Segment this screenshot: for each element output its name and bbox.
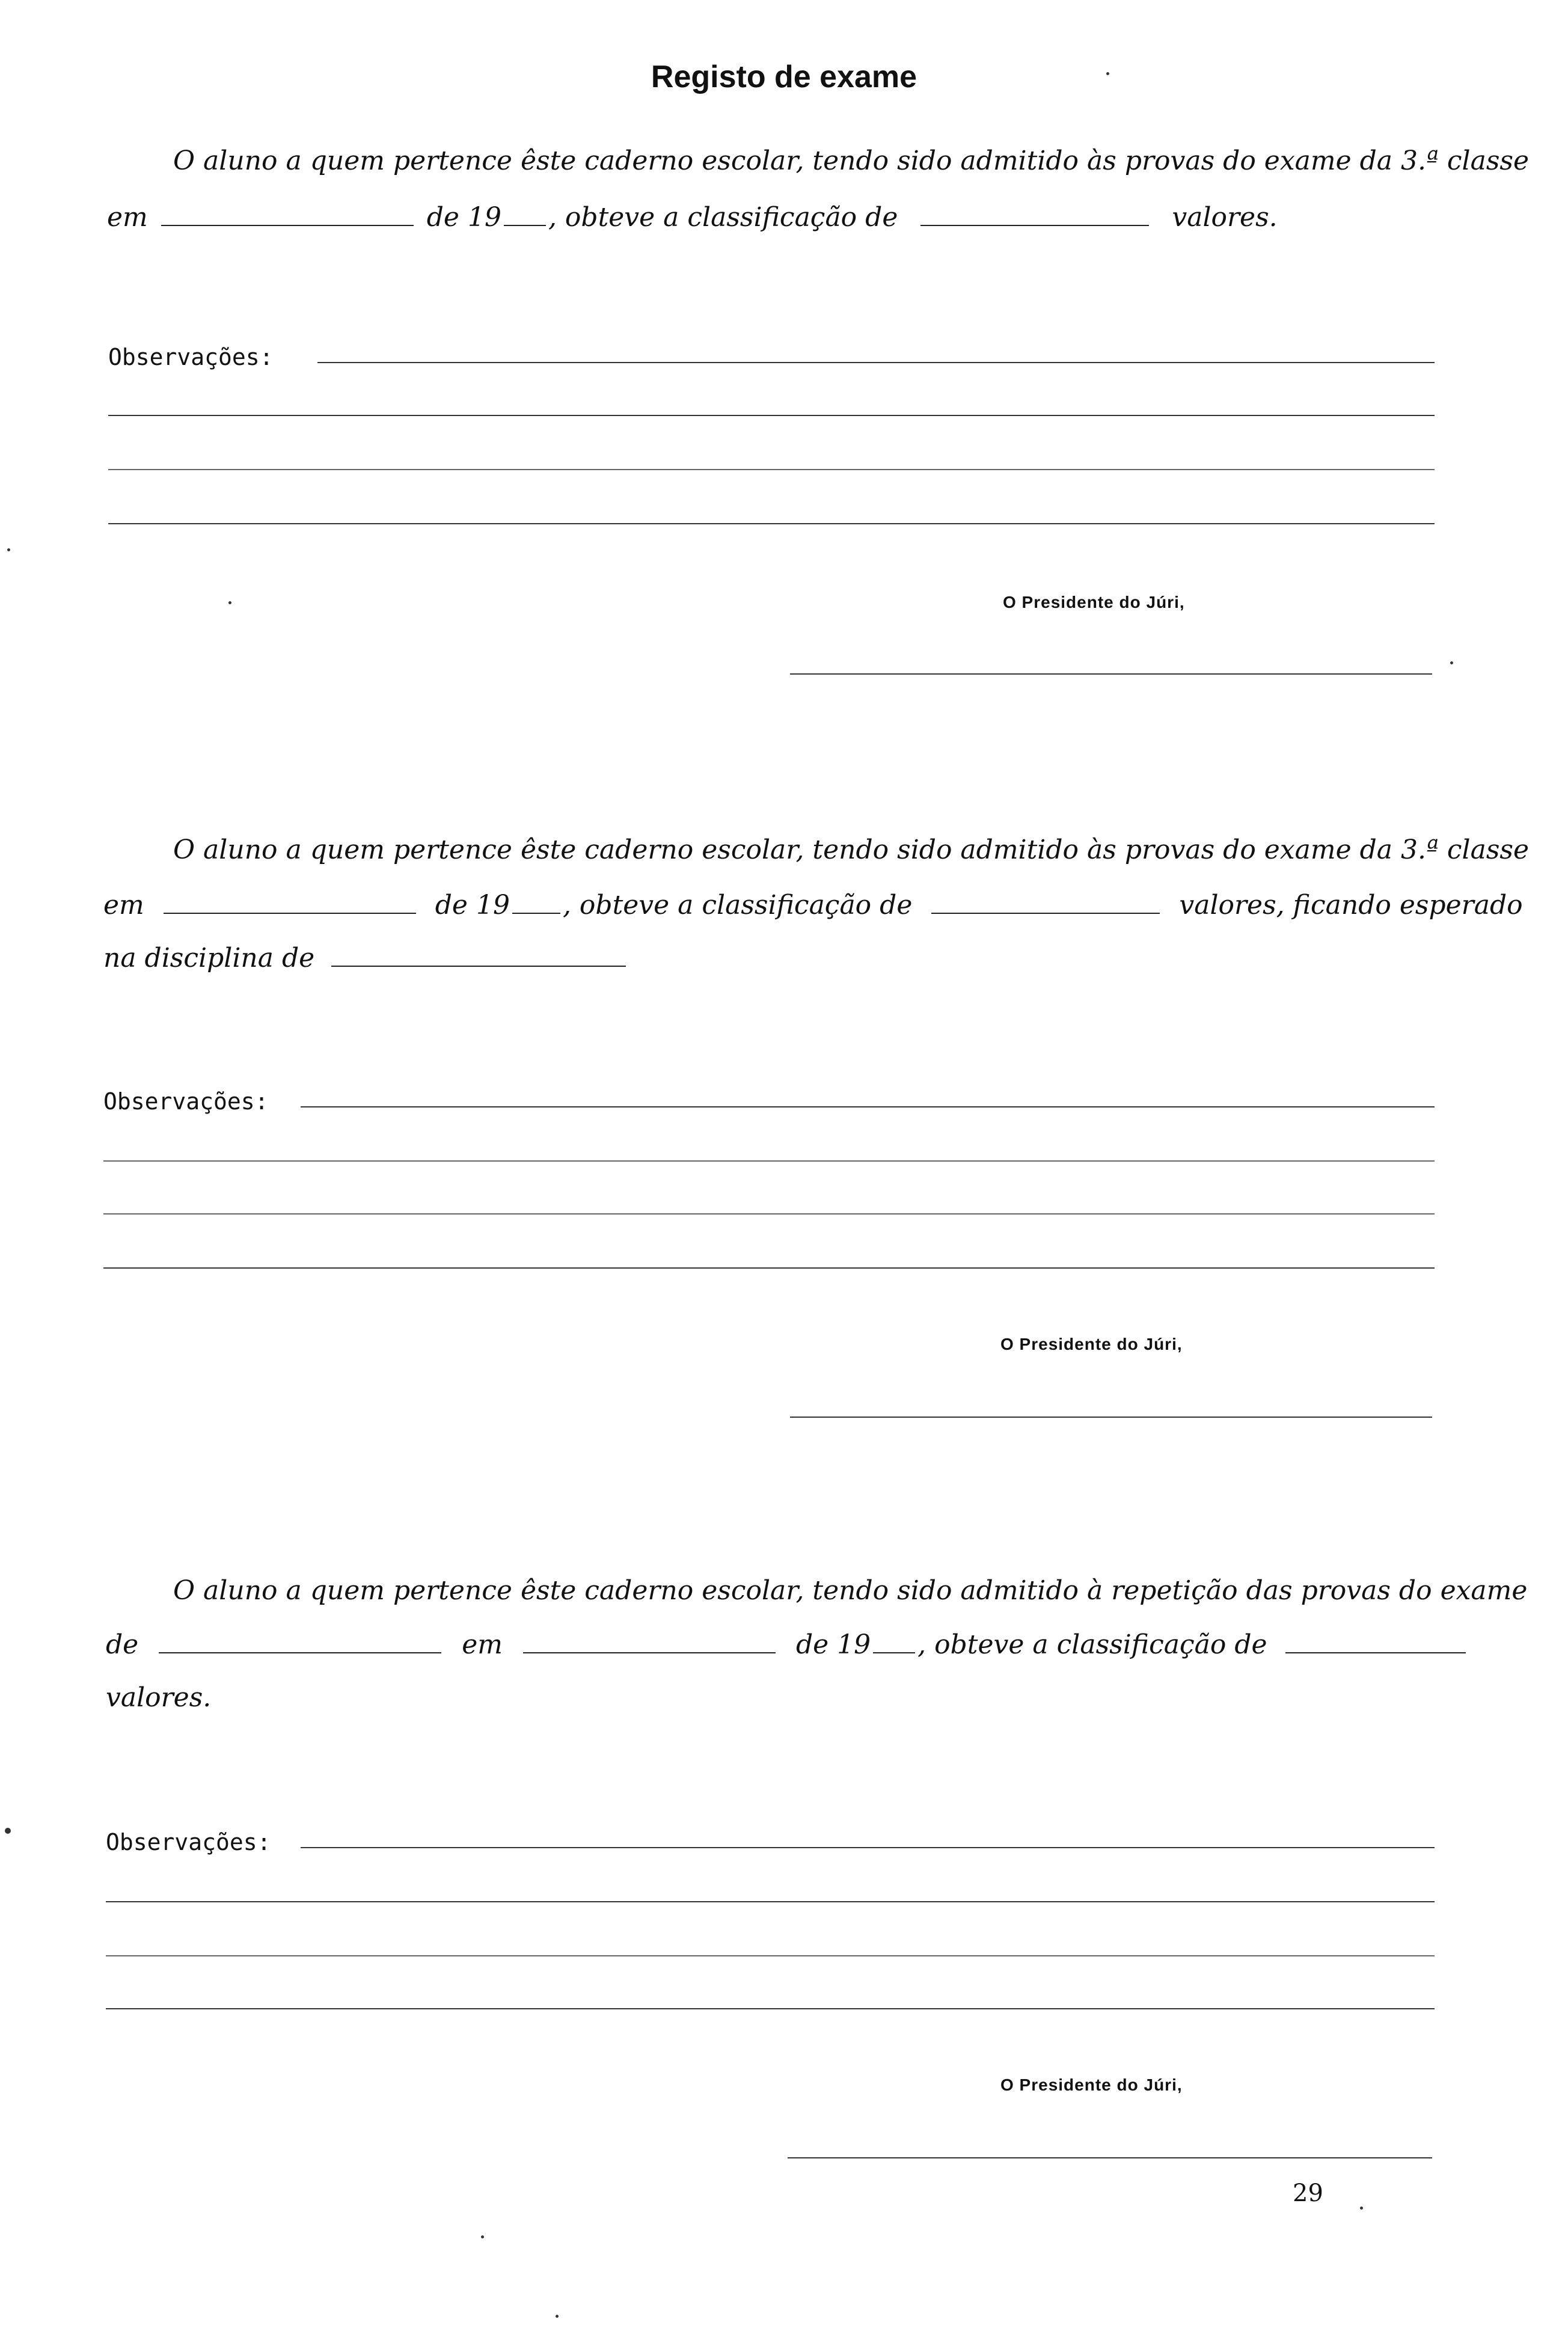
exam-statement-line-1: O aluno a quem pertence êste caderno escolar, tendo sido admitido às provas do exame da 3.ª classe	[173, 835, 1530, 865]
exam-statement-line-2	[103, 889, 1523, 921]
observations-line[interactable]	[108, 469, 1435, 470]
discipline-label: na disciplina de	[103, 943, 315, 973]
em-label: em	[103, 890, 144, 920]
de-label: de	[106, 1629, 139, 1660]
observations-line[interactable]	[108, 523, 1435, 524]
exam-statement-line-2	[107, 201, 1437, 233]
classification-label: , obteve a classificação de	[917, 1629, 1267, 1660]
observations-line[interactable]	[106, 1901, 1435, 1902]
date-blank[interactable]	[161, 201, 414, 226]
signature-line[interactable]	[790, 1417, 1432, 1418]
scan-speck	[1360, 2207, 1363, 2210]
observations-line[interactable]	[103, 1213, 1435, 1215]
president-label: O Presidente do Júri,	[1000, 1335, 1183, 1353]
observations-line[interactable]	[106, 2008, 1435, 2009]
exam-statement-line-3	[103, 942, 634, 974]
date-blank[interactable]	[164, 889, 416, 914]
valores-label: valores.	[1172, 202, 1278, 233]
observations-label: Observações:	[108, 344, 274, 370]
scan-speck	[1106, 72, 1109, 75]
em-label: em	[462, 1629, 503, 1660]
year-label: de 19	[435, 890, 510, 920]
scan-speck	[481, 2235, 484, 2238]
valores-label: valores, ficando esperado	[1179, 890, 1523, 920]
signature-line[interactable]	[788, 2157, 1432, 2158]
president-label: O Presidente do Júri,	[1000, 2075, 1183, 2094]
observations-line[interactable]	[317, 362, 1435, 363]
observations-line[interactable]	[103, 1160, 1435, 1162]
discipline-blank[interactable]	[331, 942, 626, 967]
classification-blank[interactable]	[1285, 1628, 1466, 1653]
observations-line[interactable]	[301, 1847, 1435, 1848]
subject-blank[interactable]	[159, 1628, 441, 1653]
scan-speck	[556, 2315, 559, 2318]
exam-statement-line-1: O aluno a quem pertence êste caderno escolar, tendo sido admitido às provas do exame da 3.ª classe	[173, 146, 1530, 176]
date-blank[interactable]	[523, 1628, 776, 1653]
classification-blank[interactable]	[931, 889, 1160, 914]
scan-speck	[7, 548, 10, 551]
observations-line[interactable]	[106, 1955, 1435, 1956]
president-label: O Presidente do Júri,	[1003, 593, 1185, 611]
observations-label: Observações:	[103, 1088, 269, 1115]
observations-line[interactable]	[301, 1106, 1435, 1107]
year-blank[interactable]	[873, 1628, 915, 1653]
classification-blank[interactable]	[920, 201, 1149, 226]
year-label: de 19	[795, 1629, 871, 1660]
signature-line[interactable]	[790, 673, 1432, 675]
em-label: em	[107, 202, 148, 233]
exam-statement-line-3: valores.	[106, 1682, 212, 1713]
year-blank[interactable]	[512, 889, 560, 914]
classification-label: , obteve a classificação de	[548, 202, 898, 233]
classification-label: , obteve a classificação de	[562, 890, 913, 920]
exam-statement-line-2	[106, 1628, 1437, 1661]
page-title: Registo de exame	[651, 60, 917, 94]
observations-label: Observações:	[106, 1829, 271, 1855]
scan-speck	[1450, 661, 1453, 664]
scan-speck	[5, 1828, 11, 1834]
year-blank[interactable]	[504, 201, 546, 226]
observations-line[interactable]	[108, 415, 1435, 416]
exam-statement-line-1: O aluno a quem pertence êste caderno escolar, tendo sido admitido à repetição das provas do exame	[173, 1575, 1528, 1606]
scan-speck	[228, 601, 231, 604]
observations-line[interactable]	[103, 1267, 1435, 1269]
year-label: de 19	[426, 202, 501, 233]
page-number: 29	[1293, 2179, 1323, 2207]
